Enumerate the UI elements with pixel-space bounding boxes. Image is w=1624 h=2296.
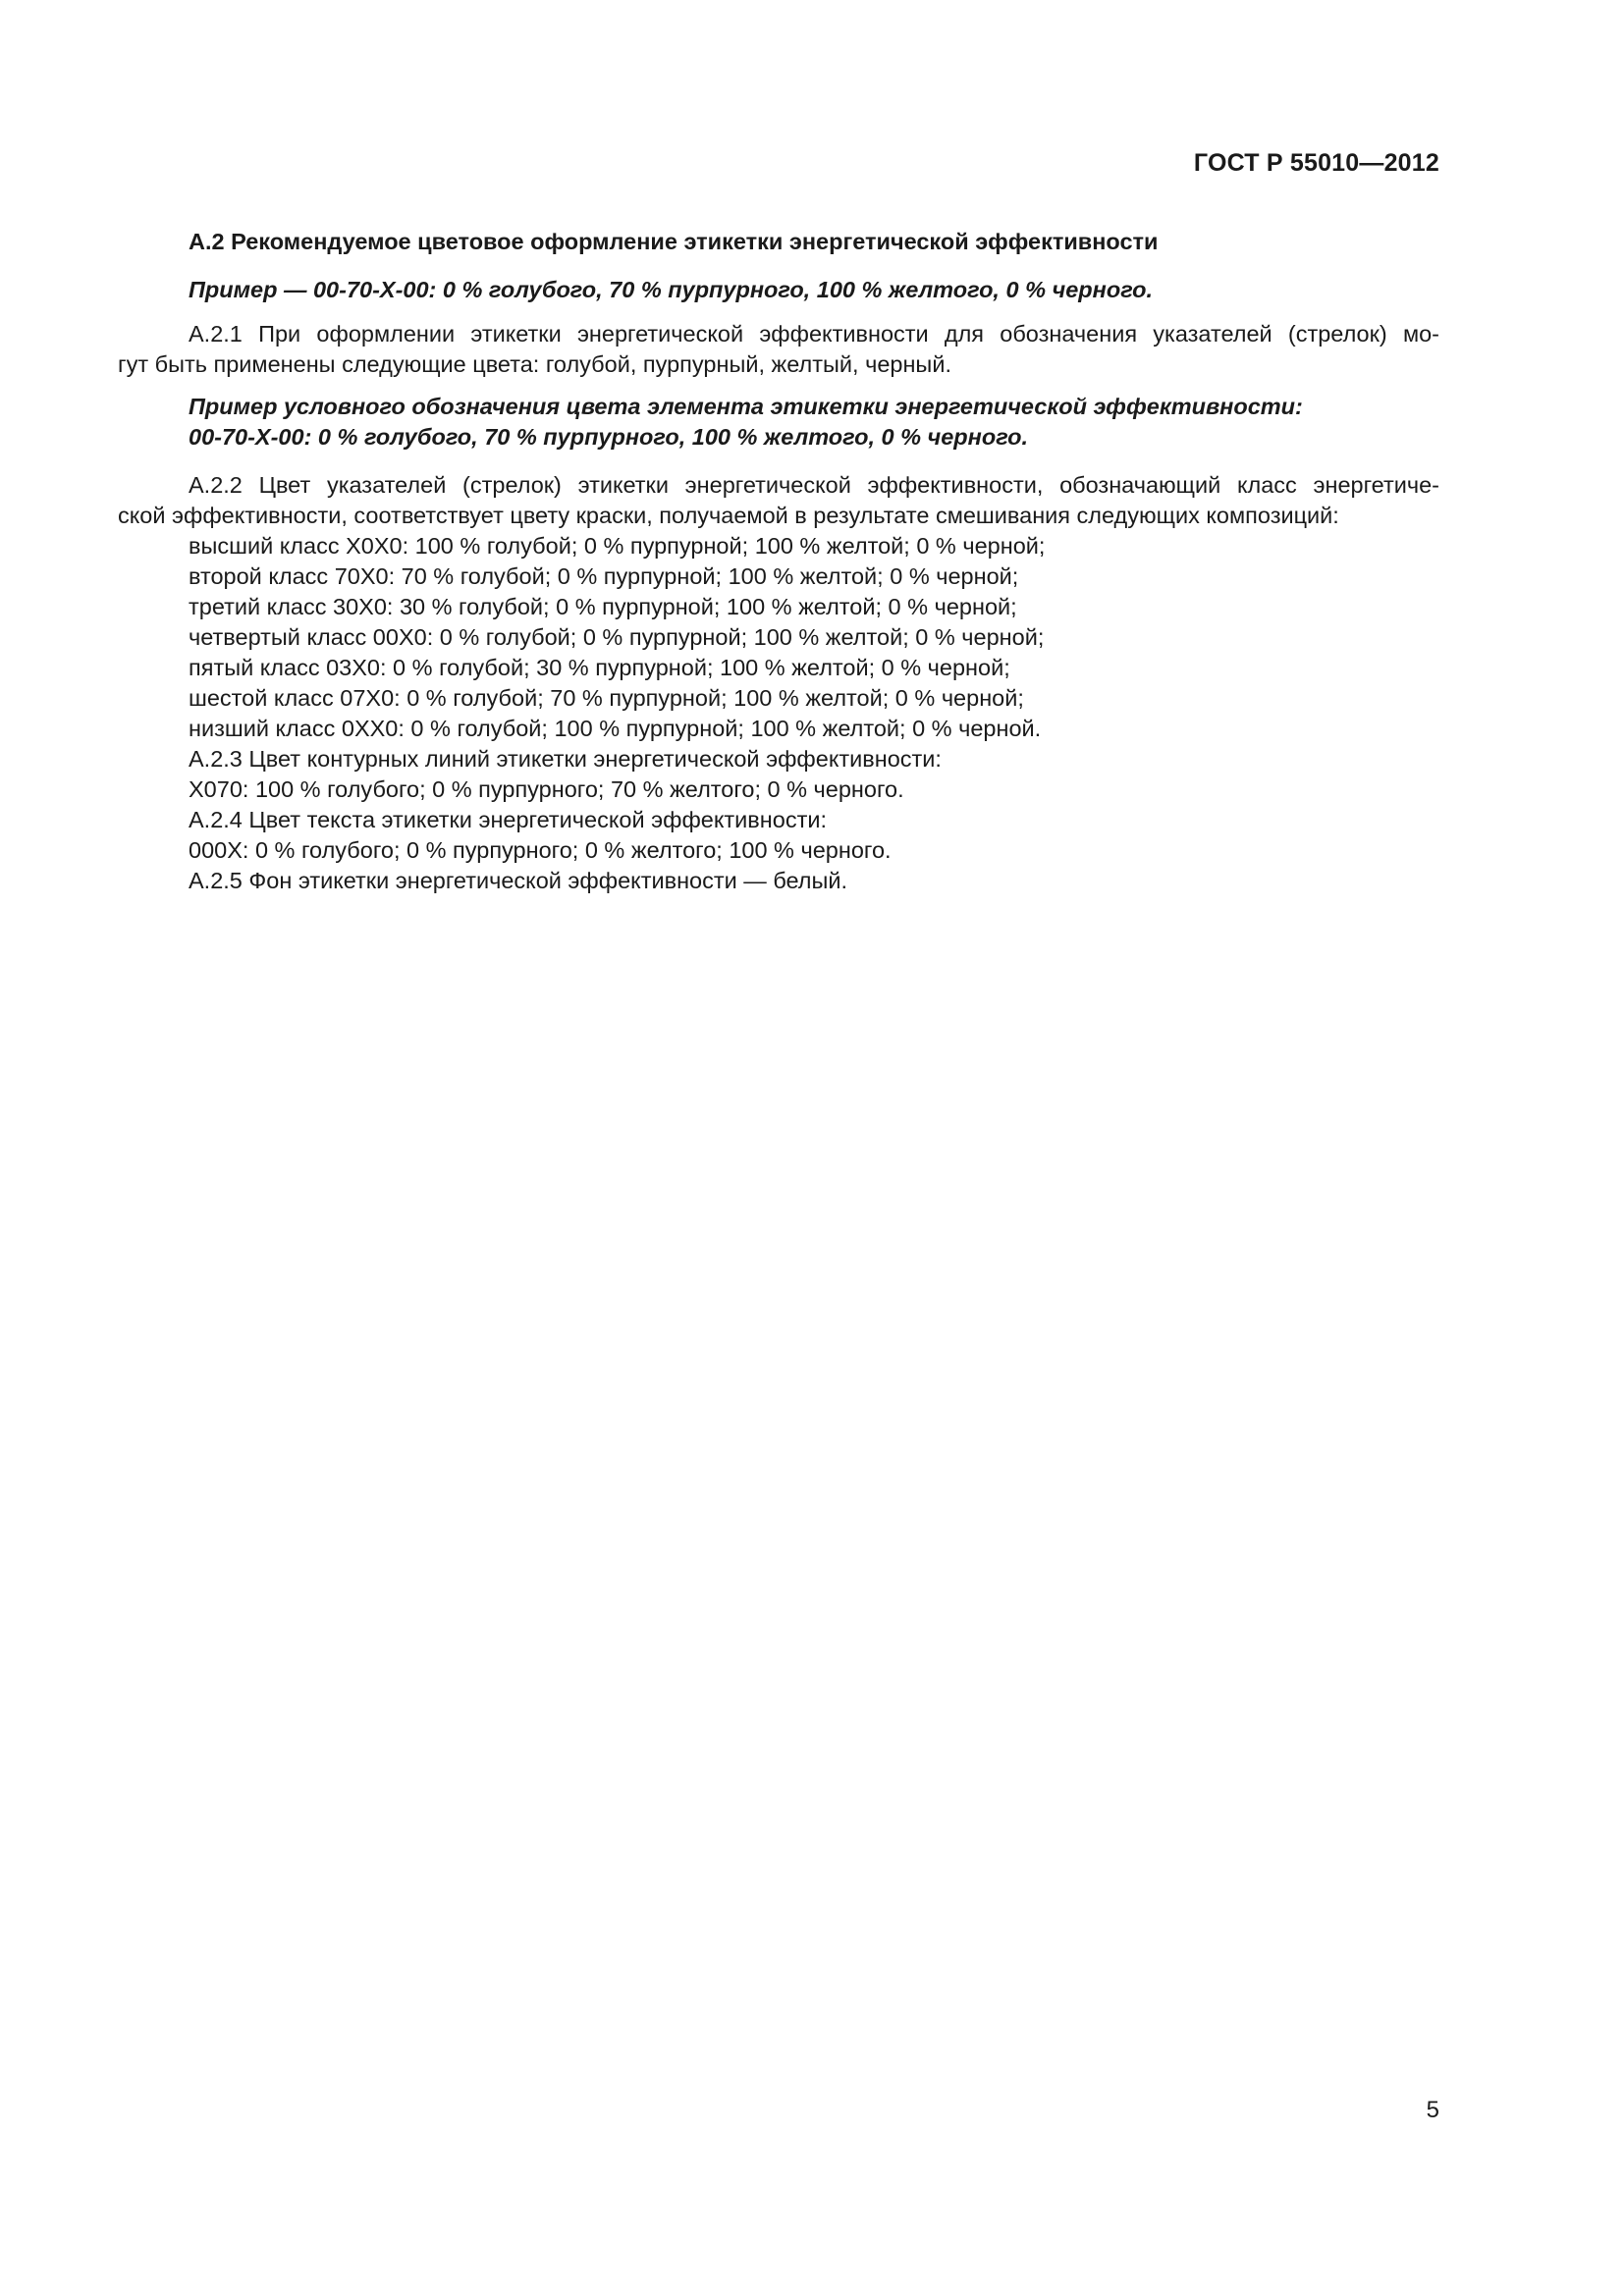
example-2-line-2: 00-70-Х-00: 0 % голубого, 70 % пурпурного, 100 % желтого, 0 % черного. — [189, 424, 1029, 450]
page-number: 5 — [1426, 2097, 1439, 2123]
paragraph-a-2-3-line-2: Х070: 100 % голубого; 0 % пурпурного; 70 % желтого; 0 % черного. — [189, 776, 904, 802]
paragraph-a-2-2-line-2: ской эффективности, соответствует цвету краски, получаемой в результате смешивания следующих композиций: — [118, 503, 1339, 528]
class-color-item: четвертый класс 00Х0: 0 % голубой; 0 % пурпурной; 100 % желтой; 0 % черной; — [189, 624, 1045, 650]
class-color-item: третий класс 30Х0: 30 % голубой; 0 % пурпурной; 100 % желтой; 0 % черной; — [189, 594, 1017, 619]
class-color-item: пятый класс 03Х0: 0 % голубой; 30 % пурпурной; 100 % желтой; 0 % черной; — [189, 655, 1010, 680]
class-color-item: высший класс Х0Х0: 100 % голубой; 0 % пурпурной; 100 % желтой; 0 % черной; — [189, 533, 1046, 559]
class-color-item: низший класс 0ХХ0: 0 % голубой; 100 % пурпурной; 100 % желтой; 0 % черной. — [189, 716, 1042, 741]
paragraph-a-2-4-line-2: 000Х: 0 % голубого; 0 % пурпурного; 0 % желтого; 100 % черного. — [189, 837, 892, 863]
paragraph-a-2-4-line-1: А.2.4 Цвет текста этикетки энергетической эффективности: — [189, 807, 827, 832]
class-color-item: шестой класс 07Х0: 0 % голубой; 70 % пурпурной; 100 % желтой; 0 % черной; — [189, 685, 1024, 711]
section-title: А.2 Рекомендуемое цветовое оформление этикетки энергетической эффективности — [189, 229, 1159, 254]
example-2-line-1: Пример условного обозначения цвета элемента этикетки энергетической эффективности: — [189, 394, 1303, 419]
paragraph-a-2-1-line-2: гут быть применены следующие цвета: голубой, пурпурный, желтый, черный. — [118, 351, 951, 377]
example-1: Пример — 00-70-Х-00: 0 % голубого, 70 % пурпурного, 100 % желтого, 0 % черного. — [189, 277, 1154, 302]
paragraph-a-2-2-line-1: А.2.2 Цвет указателей (стрелок) этикетки энергетической эффективности, обозначающий класс энергетиче- — [189, 472, 1439, 498]
paragraph-a-2-1 — [118, 319, 1439, 380]
paragraph-a-2-3-line-1: А.2.3 Цвет контурных линий этикетки энергетической эффективности: — [189, 746, 942, 772]
class-color-list — [118, 531, 1439, 744]
paragraph-a-2-5: А.2.5 Фон этикетки энергетической эффективности — белый. — [189, 868, 848, 893]
paragraph-a-2-1-line-1: А.2.1 При оформлении этикетки энергетической эффективности для обозначения указателей (стрелок) мо- — [189, 321, 1439, 347]
paragraph-a-2-2 — [118, 470, 1439, 531]
document-body — [118, 227, 1439, 896]
document-header-standard-id: ГОСТ Р 55010—2012 — [1193, 149, 1439, 177]
class-color-item: второй класс 70Х0: 70 % голубой; 0 % пурпурной; 100 % желтой; 0 % черной; — [189, 563, 1019, 589]
example-2 — [118, 392, 1439, 453]
